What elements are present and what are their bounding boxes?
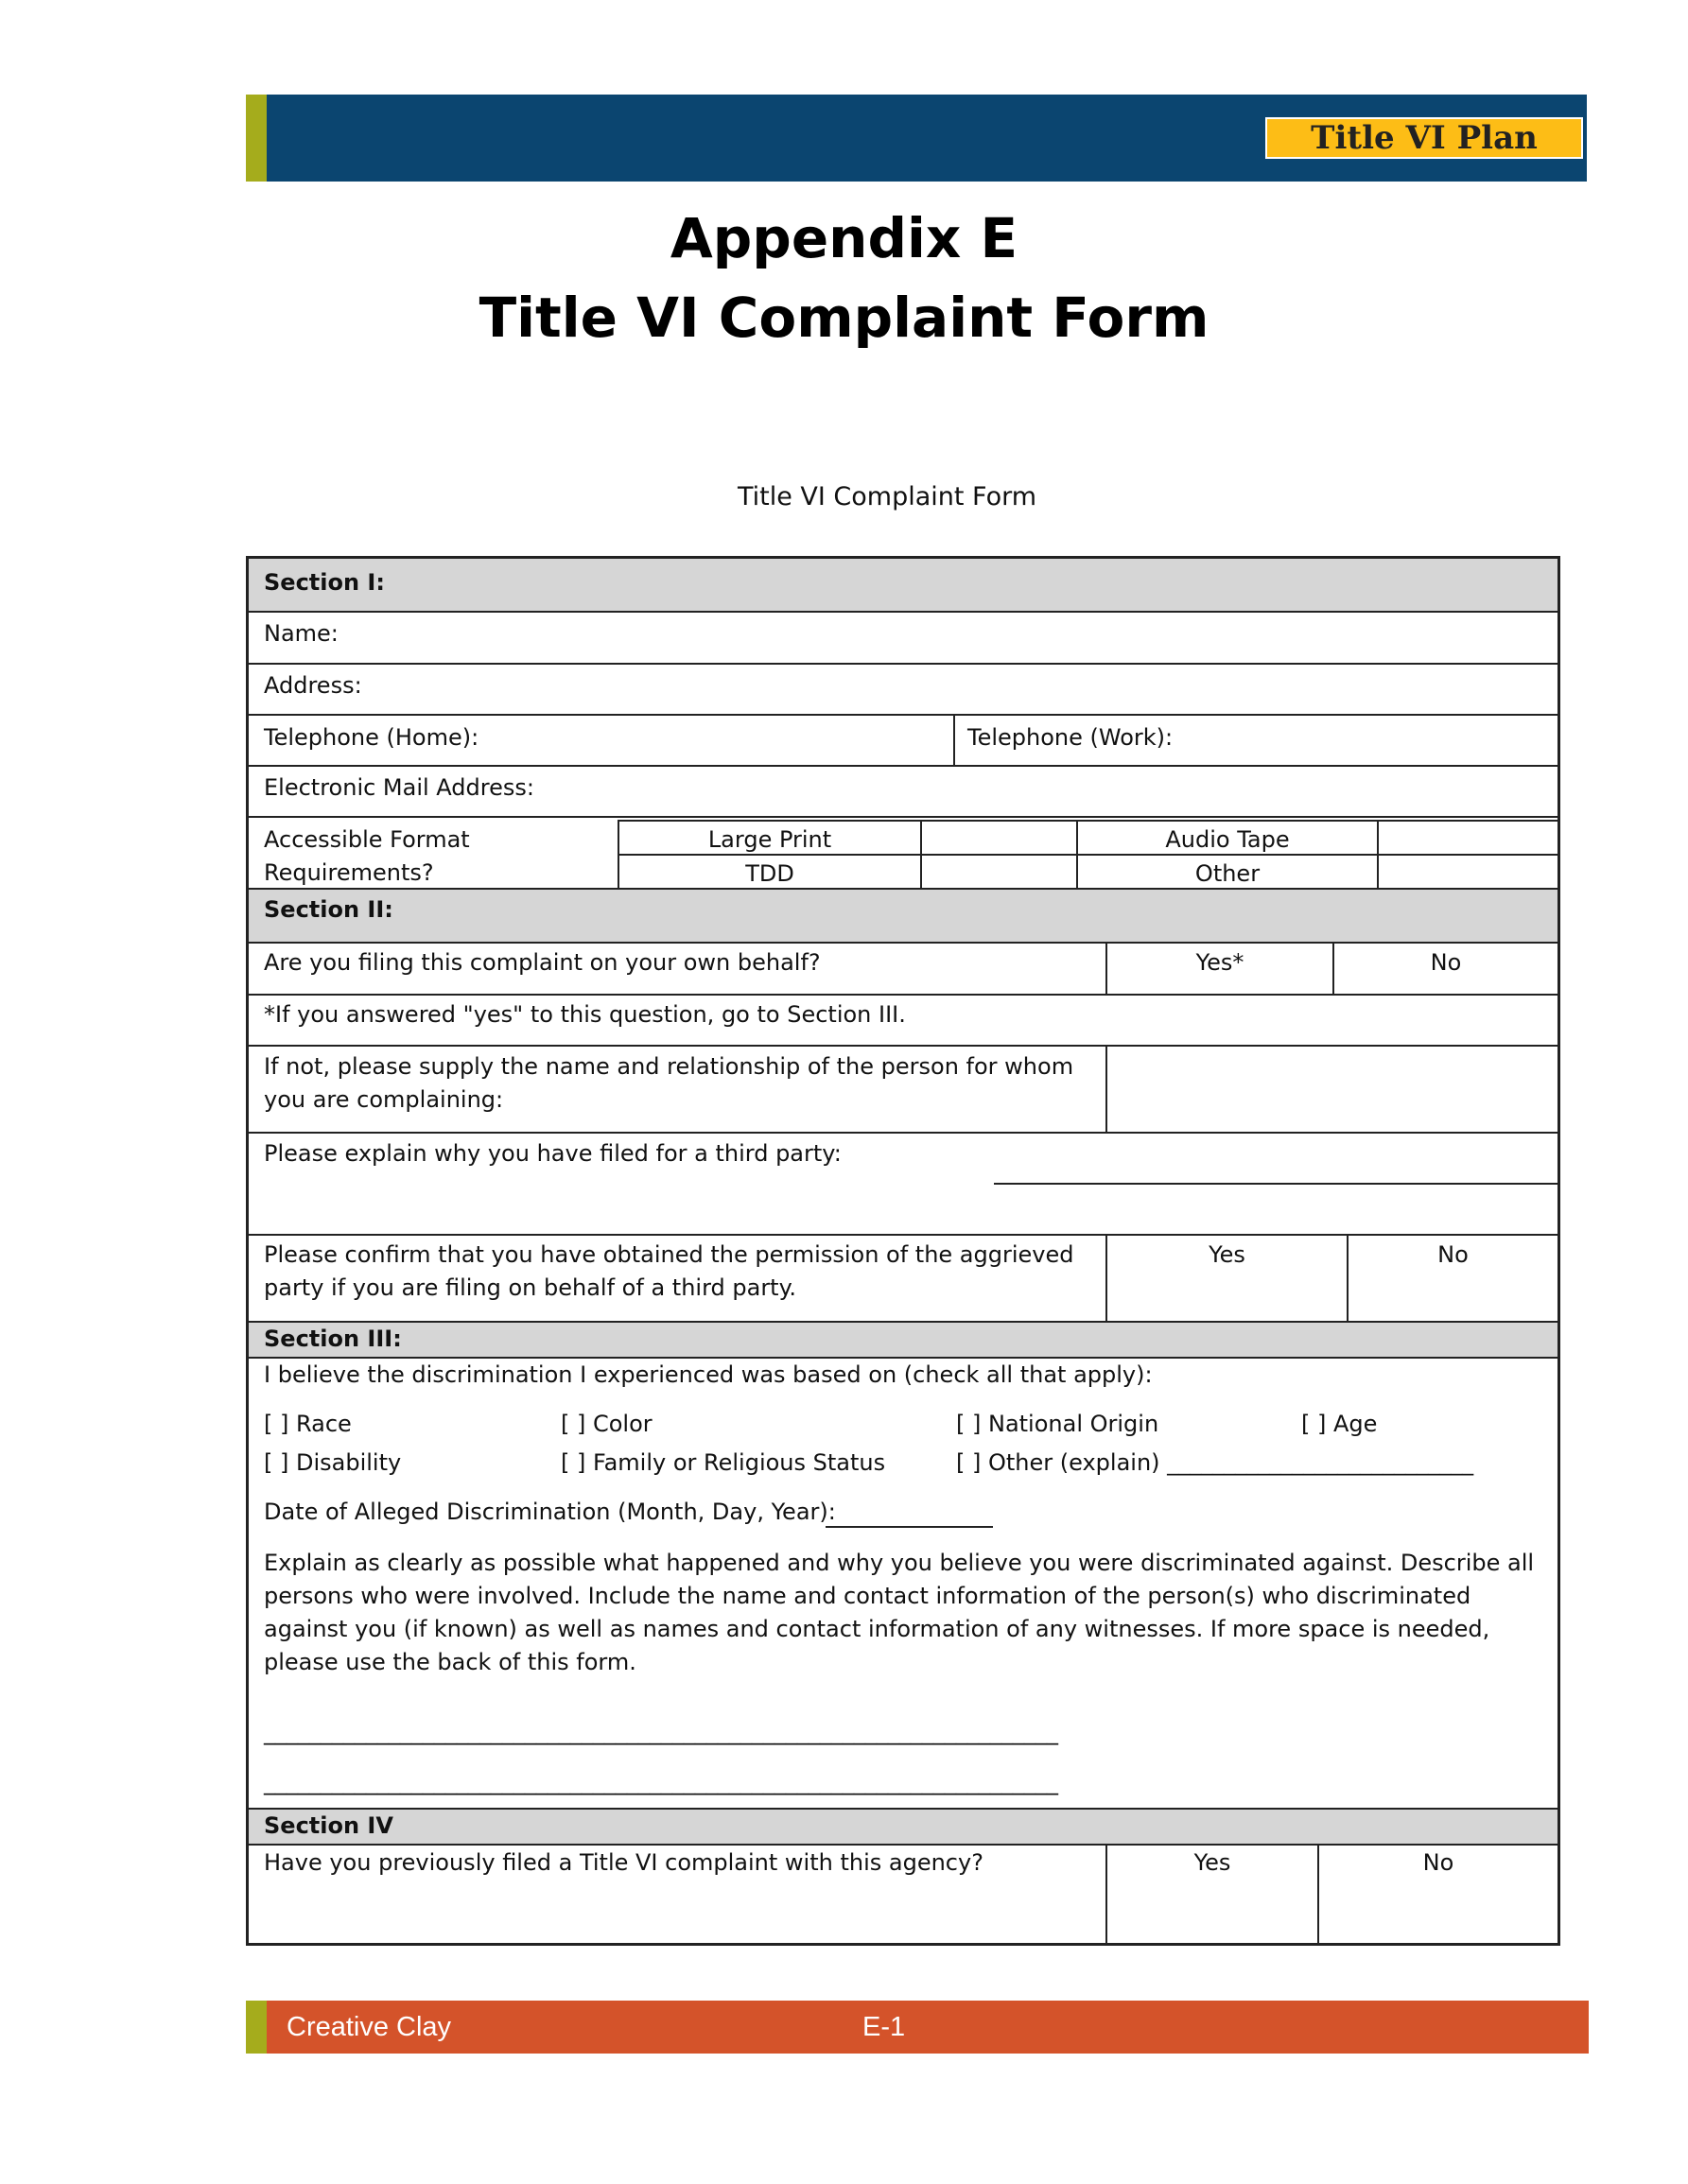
- email-label: Electronic Mail Address:: [264, 774, 534, 801]
- divider: [249, 765, 1557, 767]
- divider: [249, 1234, 1557, 1236]
- explain-paragraph: Explain as clearly as possible what happened and why you believe you were discriminated against. Describe all persons who were involved. Include the name and contact information of the person(s) who discriminated against you (if known) as well as names and contact information of any witnesses. If more space is needed, please use the back of this form.: [264, 1550, 1535, 1675]
- form-caption: Title VI Complaint Form: [737, 482, 1037, 511]
- answer-line: ______________________________________________________________________: [264, 1769, 1058, 1795]
- divider: [249, 714, 1557, 716]
- third-party-explain-label: Please explain why you have filed for a third party:: [264, 1140, 842, 1167]
- date-label: Date of Alleged Discrimination (Month, Day, Year):: [264, 1499, 836, 1525]
- national-origin-checkbox[interactable]: [ ] National Origin: [956, 1411, 1159, 1437]
- divider: [249, 611, 1557, 613]
- answer-line: ______________________________________________________________________: [264, 1719, 1058, 1745]
- page-title: Appendix E: [670, 206, 1018, 270]
- section-2-heading: Section II:: [264, 896, 393, 923]
- own-behalf-question: Are you filing this complaint on your own behalf?: [264, 949, 821, 976]
- divider: [249, 942, 1557, 944]
- third-party-answer-line: [994, 1183, 1557, 1185]
- divider: [249, 1132, 1557, 1134]
- page-number: E-1: [862, 2012, 906, 2042]
- other-explain-checkbox[interactable]: [ ] Other (explain) ___________________________: [956, 1449, 1474, 1476]
- divider: [249, 994, 1557, 996]
- footer-band: [267, 2001, 1589, 2054]
- divider: [618, 820, 1557, 822]
- divider: [249, 1045, 1557, 1047]
- divider: [1105, 1045, 1107, 1132]
- format-label-line1: Accessible Format: [264, 826, 470, 853]
- tel-home-label: Telephone (Home):: [264, 724, 479, 751]
- divider: [249, 816, 1557, 818]
- tdd-option: TDD: [745, 860, 794, 887]
- section-2-band: [249, 890, 1557, 942]
- race-checkbox[interactable]: [ ] Race: [264, 1411, 352, 1437]
- name-label: Name:: [264, 620, 339, 647]
- date-answer-line: [826, 1526, 993, 1528]
- section-4-band: [249, 1810, 1557, 1844]
- address-label: Address:: [264, 672, 362, 699]
- footer-organization: Creative Clay: [287, 2012, 452, 2042]
- section-1-band: [249, 559, 1557, 611]
- section-4-heading: Section IV: [264, 1812, 393, 1839]
- color-checkbox[interactable]: [ ] Color: [561, 1411, 653, 1437]
- divider: [249, 663, 1557, 665]
- confirm-yes: Yes: [1209, 1241, 1245, 1268]
- divider: [249, 1844, 1557, 1846]
- section-3-band: [249, 1323, 1557, 1357]
- tel-work-label: Telephone (Work):: [967, 724, 1174, 751]
- format-label-line2: Requirements?: [264, 859, 434, 886]
- divider: [953, 714, 955, 765]
- own-behalf-no: No: [1430, 949, 1462, 976]
- previous-complaint-yes: Yes: [1193, 1849, 1231, 1876]
- if-not-line2: you are complaining:: [264, 1086, 504, 1113]
- if-not-line1: If not, please supply the name and relationship of the person for whom: [264, 1053, 1074, 1080]
- page-subtitle: Title VI Complaint Form: [479, 286, 1209, 350]
- header-accent-bar: [246, 95, 267, 182]
- complaint-form: [246, 556, 1560, 1946]
- disability-checkbox[interactable]: [ ] Disability: [264, 1449, 402, 1476]
- own-behalf-yes: Yes*: [1195, 949, 1244, 976]
- confirm-line2: party if you are filing on behalf of a third party.: [264, 1274, 797, 1301]
- yes-note: *If you answered "yes" to this question, go to Section III.: [264, 1001, 906, 1028]
- family-religious-checkbox[interactable]: [ ] Family or Religious Status: [561, 1449, 886, 1476]
- previous-complaint-no: No: [1422, 1849, 1454, 1876]
- section-1-heading: Section I:: [264, 569, 385, 596]
- large-print-option: Large Print: [707, 826, 832, 853]
- plan-badge: Title VI Plan: [1265, 117, 1583, 159]
- basis-intro: I believe the discrimination I experienced was based on (check all that apply):: [264, 1361, 1153, 1388]
- section-3-heading: Section III:: [264, 1326, 402, 1352]
- footer-accent-bar: [246, 2001, 267, 2054]
- other-option: Other: [1194, 860, 1261, 887]
- previous-complaint-question: Have you previously filed a Title VI complaint with this agency?: [264, 1849, 983, 1876]
- age-checkbox[interactable]: [ ] Age: [1301, 1411, 1378, 1437]
- confirm-line1: Please confirm that you have obtained the permission of the aggrieved: [264, 1241, 1074, 1268]
- audio-tape-option: Audio Tape: [1165, 826, 1290, 853]
- confirm-no: No: [1437, 1241, 1469, 1268]
